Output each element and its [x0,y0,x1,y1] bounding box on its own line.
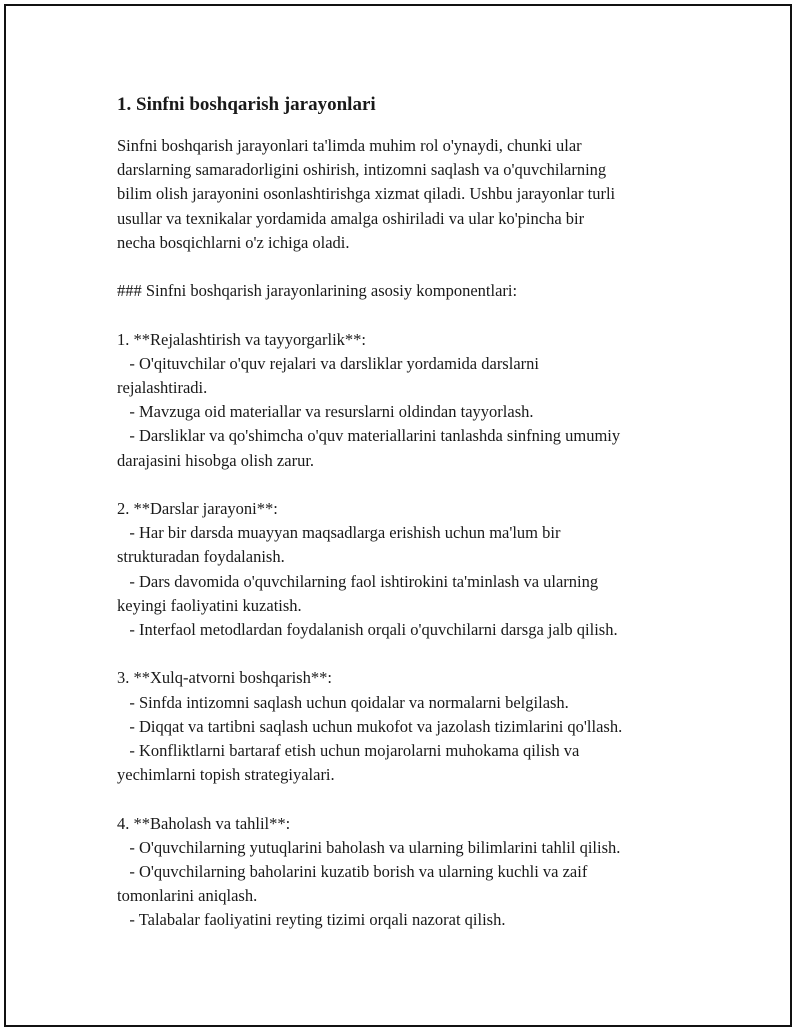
spacer [117,303,697,327]
section-line: darajasini hisobga olish zarur. [117,450,315,470]
section-4 [117,812,697,933]
section-line: - Mavzuga oid materiallar va resurslarni oldindan tayyorlash. [117,402,534,422]
section-line: tomonlarini aniqlash. [117,886,258,906]
section-1 [117,328,697,473]
section-3 [117,666,697,787]
section-line: - O'quvchilarning baholarini kuzatib borish va ularning kuchli va zaif [117,862,588,882]
spacer [117,255,697,279]
section-line: keyingi faoliyatini kuzatish. [117,595,302,615]
section-line: yechimlarni topish strategiyalari. [117,765,335,785]
document-title: 1. Sinfni boshqarish jarayonlari [117,94,376,115]
section-2 [117,497,697,642]
section-line: - Darsliklar va qo'shimcha o'quv materiallarini tanlashda sinfning umumiy [117,426,621,446]
spacer [117,473,697,497]
section-line: - Interfaol metodlardan foydalanish orqali o'quvchilarni darsga jalb qilish. [117,620,618,640]
spacer [117,787,697,811]
intro-paragraph [117,134,697,255]
document-body [117,92,697,933]
section-line: strukturadan foydalanish. [117,547,285,567]
subheading-text: ### Sinfni boshqarish jarayonlarining asosiy komponentlari: [117,281,518,301]
intro-line: necha bosqichlarni o'z ichiga oladi. [117,232,350,252]
intro-line: darslarning samaradorligini oshirish, intizomni saqlash va o'quvchilarning [117,160,607,180]
section-heading: 2. **Darslar jarayoni**: [117,499,278,518]
section-line: - Sinfda intizomni saqlash uchun qoidalar va normalarni belgilash. [117,692,569,712]
section-line: - Har bir darsda muayyan maqsadlarga erishish uchun ma'lum bir [117,523,561,543]
section-line: - Diqqat va tartibni saqlash uchun mukofot va jazolash tizimlarini qo'llash. [117,716,623,736]
section-line: - Dars davomida o'quvchilarning faol ishtirokini ta'minlash va ularning [117,571,599,591]
spacer [117,642,697,666]
section-heading: 3. **Xulq-atvorni boshqarish**: [117,668,332,688]
section-line: - O'quvchilarning yutuqlarini baholash va ularning bilimlarini tahlil qilish. [117,837,621,857]
section-line: - Konfliktlarni bartaraf etish uchun mojarolarni muhokama qilish va [117,741,580,761]
intro-line: bilim olish jarayonini osonlashtirishga xizmat qiladi. Ushbu jarayonlar turli [117,184,616,204]
section-heading: 4. **Baholash va tahlil**: [117,813,291,833]
subheading [117,279,697,303]
section-heading: 1. **Rejalashtirish va tayyorgarlik**: [117,329,366,349]
section-line: - Talabalar faoliyatini reyting tizimi orqali nazorat qilish. [117,910,506,930]
section-line: rejalashtiradi. [117,378,208,397]
intro-line: Sinfni boshqarish jarayonlari ta'limda muhim rol o'ynaydi, chunki ular [117,136,582,155]
section-line: - O'qituvchilar o'quv rejalari va darsliklar yordamida darslarni [117,353,539,373]
intro-line: usullar va texnikalar yordamida amalga oshiriladi va ular ko'pincha bir [117,208,585,228]
